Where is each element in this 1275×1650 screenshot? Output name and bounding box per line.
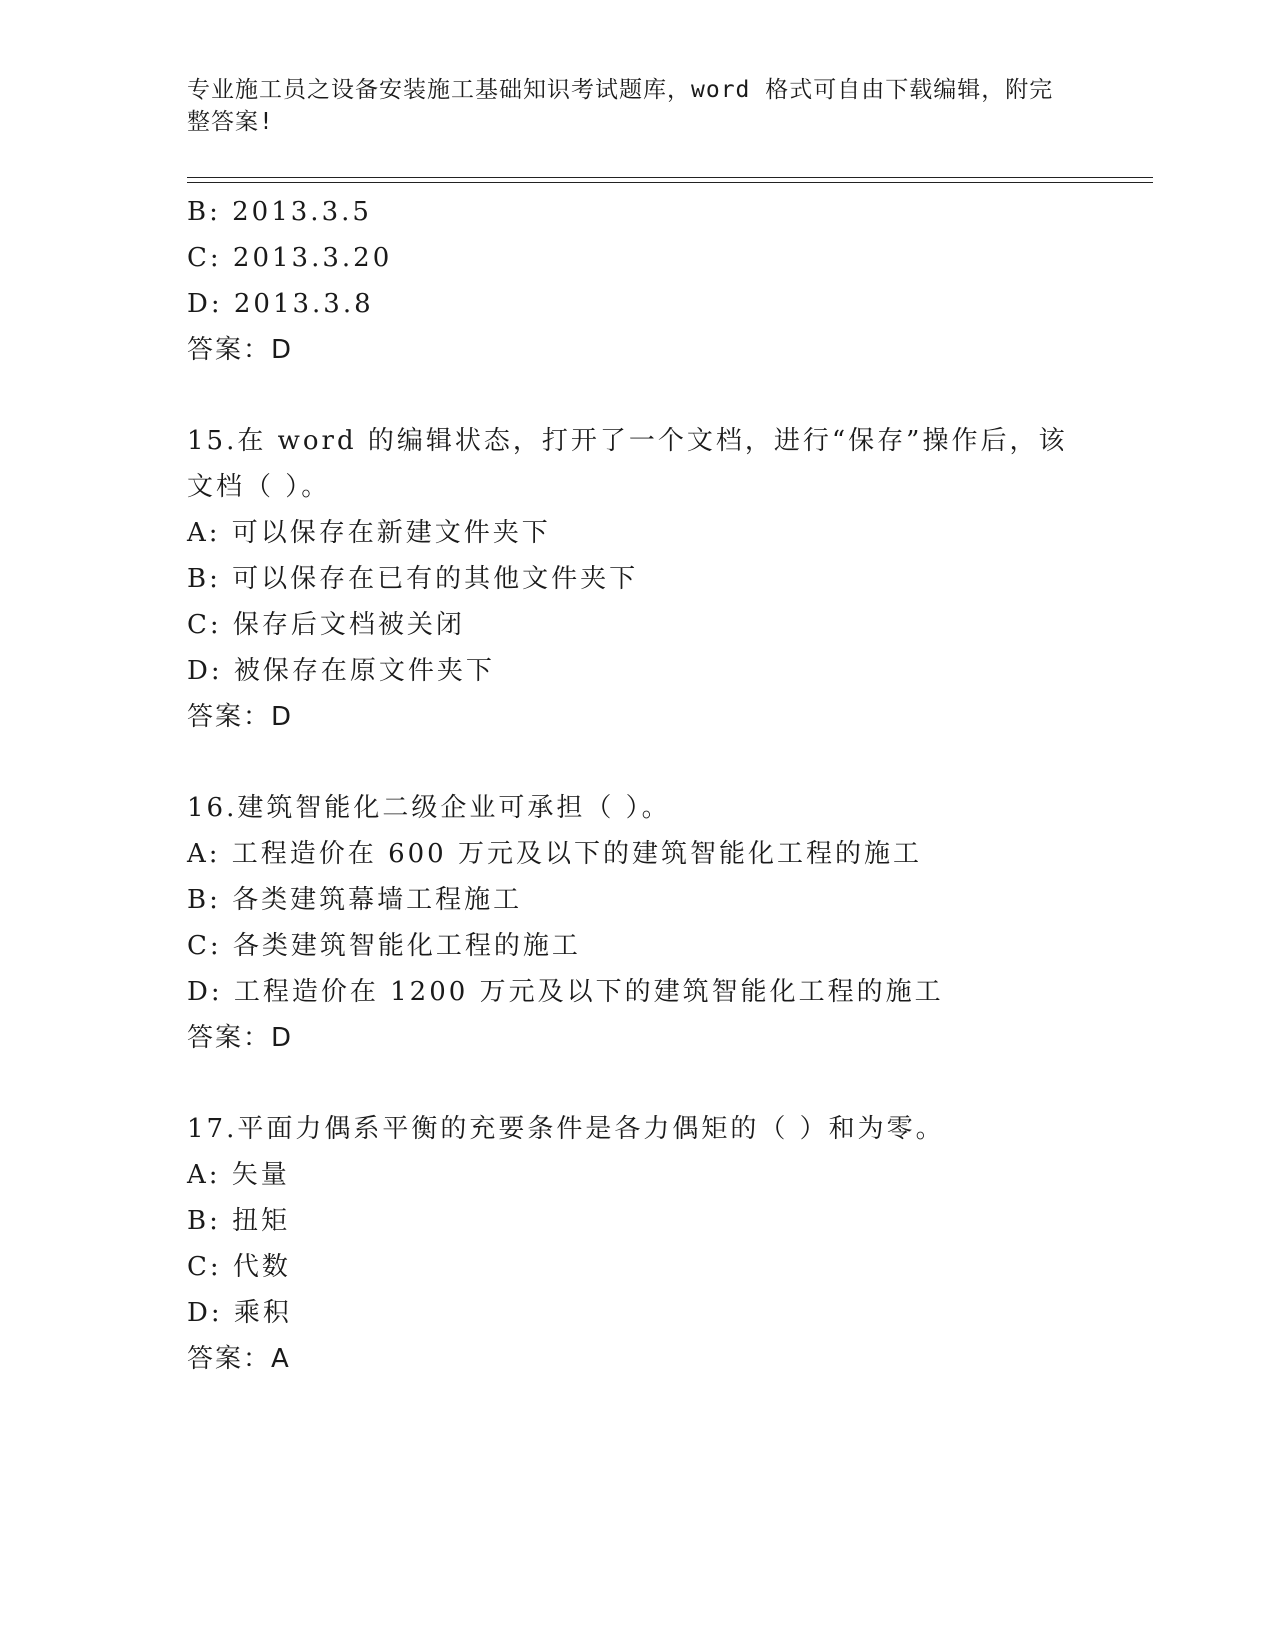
option-d: D: 2013.3.8	[187, 289, 374, 319]
spacer	[187, 740, 1147, 785]
option-d: D: 乘积	[187, 1298, 292, 1328]
option-d: D: 工程造价在 1200 万元及以下的建筑智能化工程的施工	[187, 977, 944, 1007]
spacer	[187, 373, 1147, 418]
question-list	[187, 189, 1147, 1382]
question-block-16	[187, 785, 1147, 1061]
question-block-17	[187, 1106, 1147, 1382]
option-b: B: 可以保存在已有的其他文件夹下	[187, 564, 639, 594]
option-c: C: 各类建筑智能化工程的施工	[187, 931, 581, 961]
option-c: C: 保存后文档被关闭	[187, 610, 465, 640]
question-stem: 16.建筑智能化二级企业可承担（ ）。	[187, 793, 671, 823]
spacer	[187, 1061, 1147, 1106]
header-line-1: 专业施工员之设备安装施工基础知识考试题库，word 格式可自由下载编辑，附完	[187, 77, 1054, 103]
answer-line: 答案：D	[187, 335, 294, 365]
header-line-2: 整答案!	[187, 109, 274, 135]
question-stem-continued: 文档（ ）。	[187, 472, 331, 502]
answer-line: 答案：D	[187, 1023, 294, 1053]
option-c: C: 2013.3.20	[187, 243, 393, 273]
option-a: A: 矢量	[187, 1160, 290, 1190]
answer-line: 答案：A	[187, 1344, 291, 1374]
header-rule-top	[187, 177, 1153, 178]
answer-line: 答案：D	[187, 702, 294, 732]
option-d: D: 被保存在原文件夹下	[187, 656, 495, 686]
option-b: B: 扭矩	[187, 1206, 291, 1236]
question-stem: 17.平面力偶系平衡的充要条件是各力偶矩的（ ）和为零。	[187, 1114, 945, 1144]
option-a: A: 可以保存在新建文件夹下	[187, 518, 551, 548]
option-c: C: 代数	[187, 1252, 291, 1282]
question-block-previous	[187, 189, 1147, 373]
option-a: A: 工程造价在 600 万元及以下的建筑智能化工程的施工	[187, 839, 922, 869]
question-block-15	[187, 418, 1147, 740]
question-stem: 15.在 word 的编辑状态，打开了一个文档，进行“保存”操作后，该	[187, 426, 1068, 456]
header-rule-bottom	[187, 182, 1153, 183]
document-header	[187, 74, 1067, 138]
option-b: B: 2013.3.5	[187, 197, 372, 227]
option-b: B: 各类建筑幕墙工程施工	[187, 885, 523, 915]
